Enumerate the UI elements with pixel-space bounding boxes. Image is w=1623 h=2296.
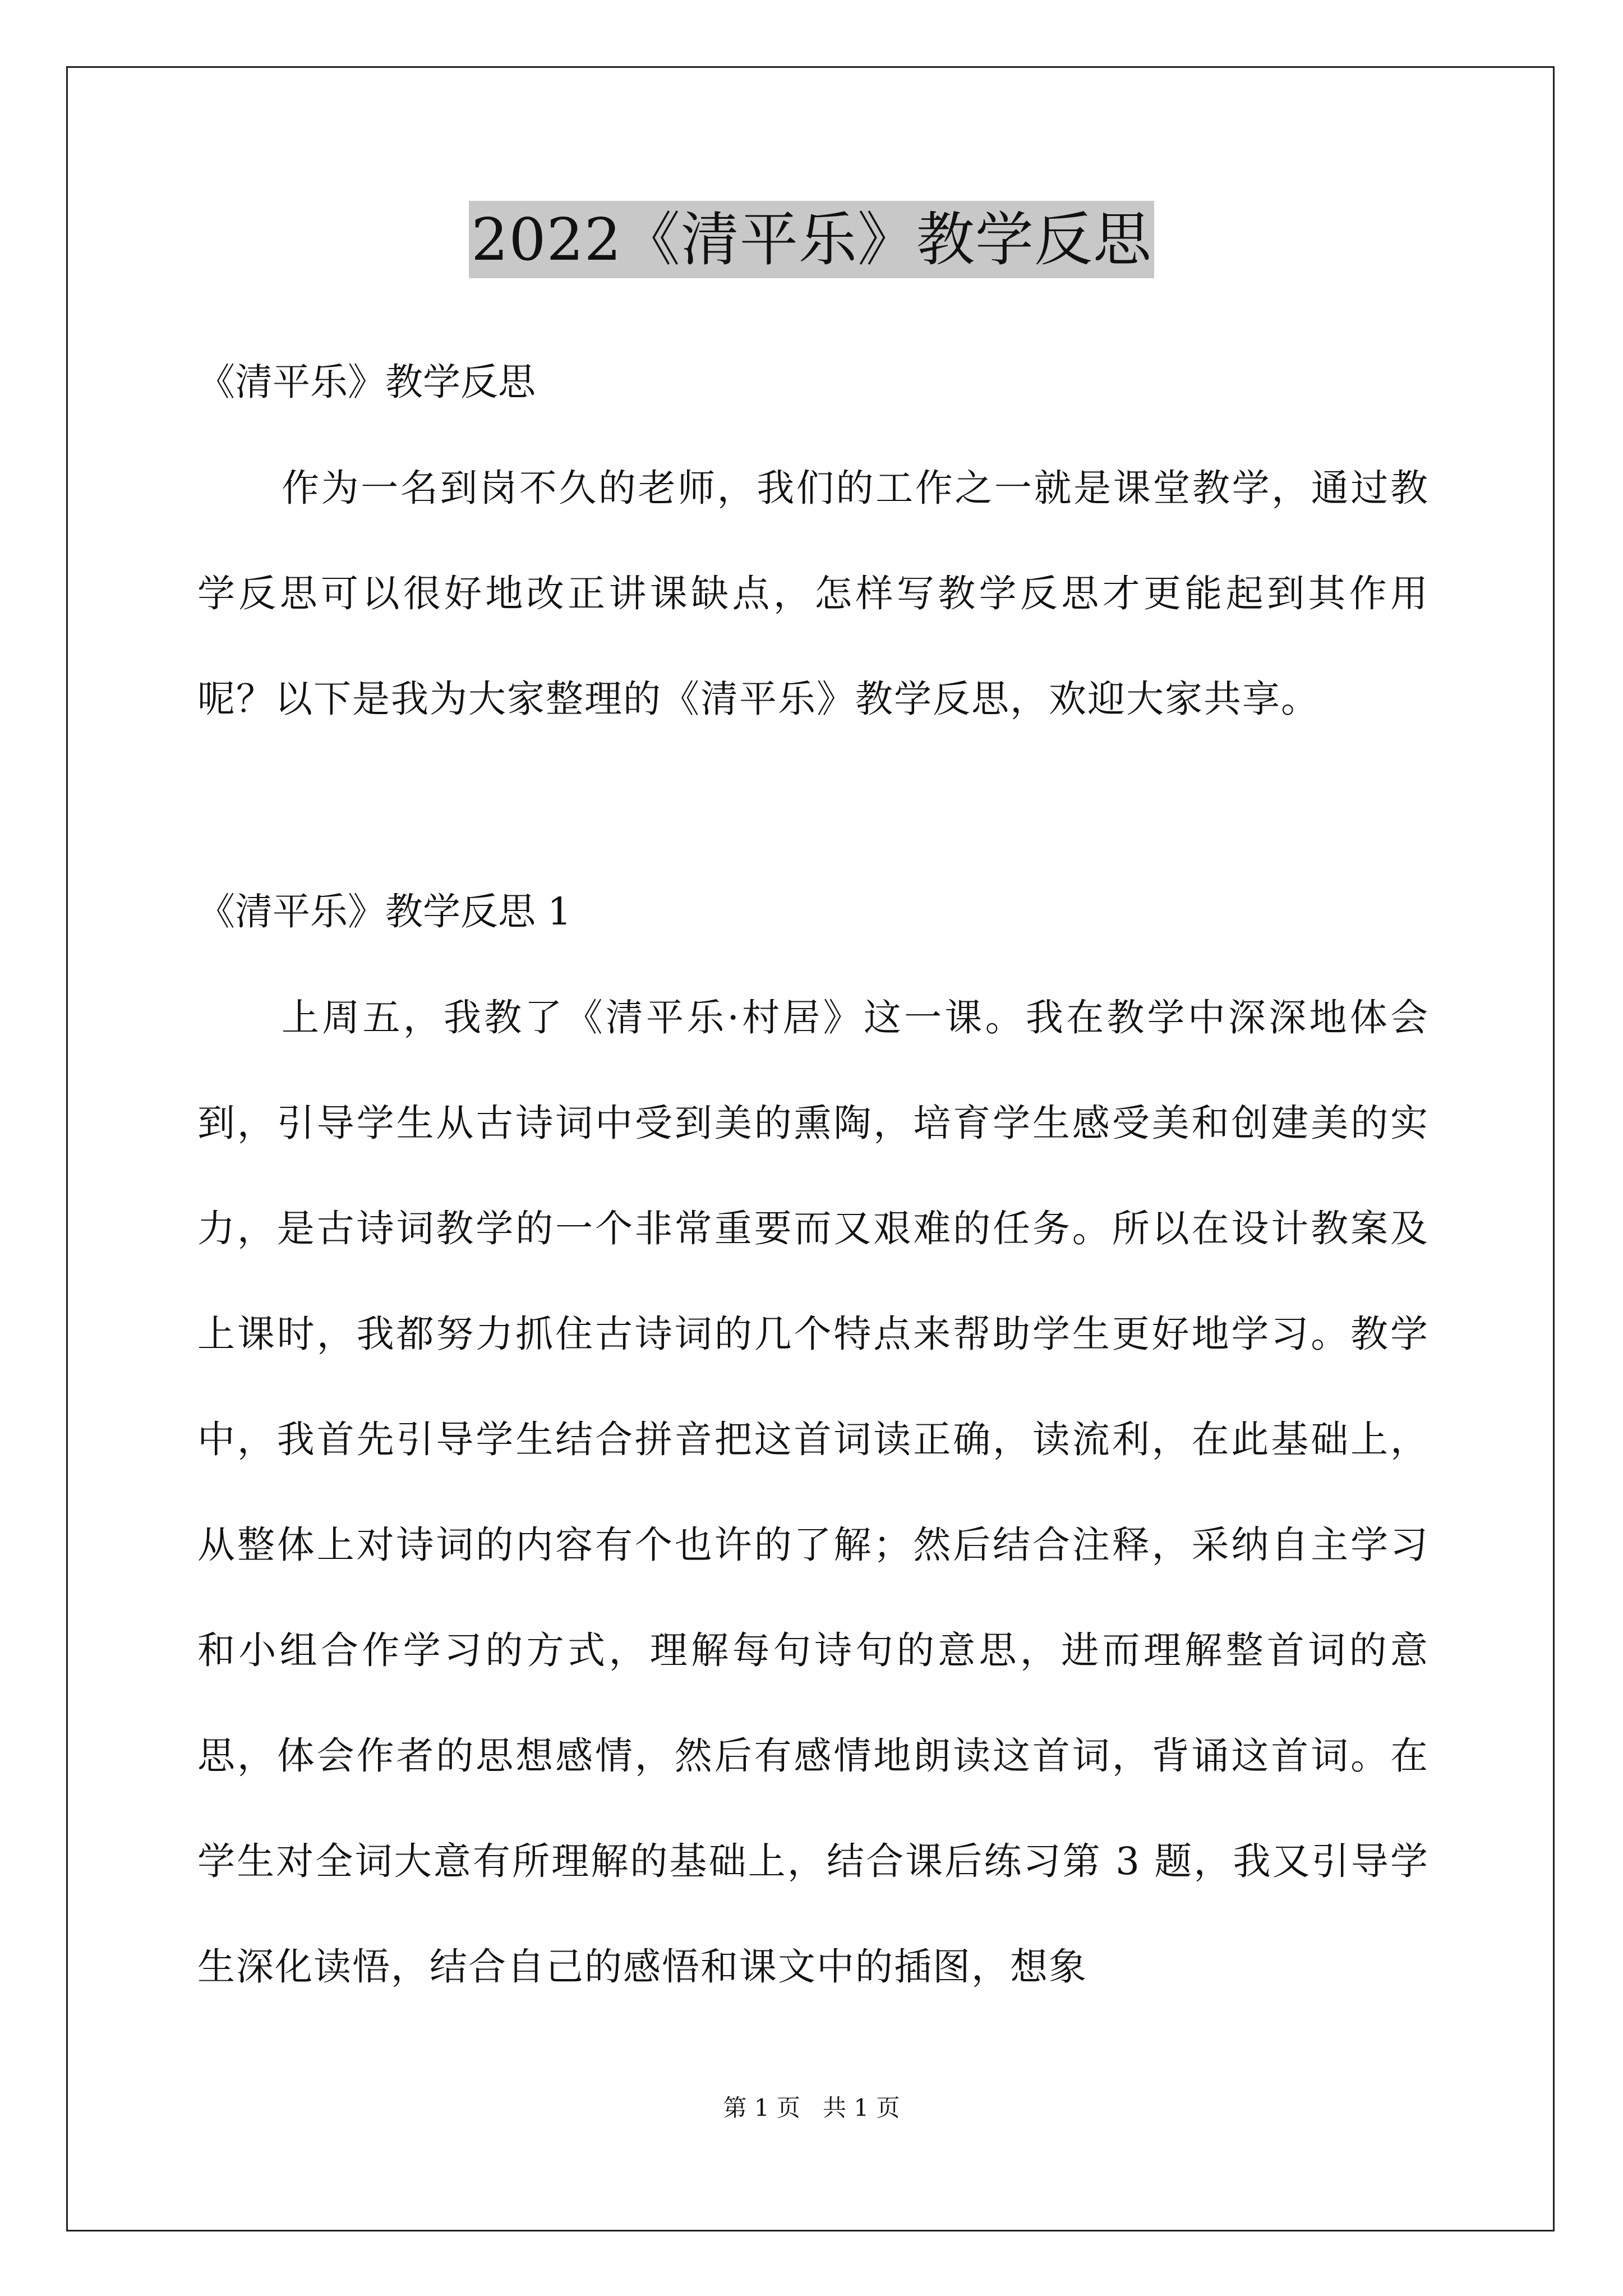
section-heading-intro: 《清平乐》教学反思 [197,360,536,404]
page-footer: 第 1 页 共 1 页 [723,2094,900,2122]
intro-paragraph: 作为一名到岗不久的老师，我们的工作之一就是课堂教学，通过教学反思可以很好地改正讲课缺点，怎样写教学反思才更能起到其作用呢？以下是我为大家整理的《清平乐》教学反思，欢迎大家共享。 [197,466,1429,721]
section-1-paragraph: 上周五，我教了《清平乐·村居》这一课。我在教学中深深地体会到，引导学生从古诗词中受到美的熏陶，培育学生感受美和创建美的实力，是古诗词教学的一个非常重要而又艰难的任务。所以在设计教案及上课时，我都努力抓住古诗词的几个特点来帮助学生更好地学习。教学中，我首先引导学生结合拼音把这首词读正确，读流利，在此基础上，从整体上对诗词的内容有个也许的了解；然后结合注释，采纳自主学习和小组合作学习的方式，理解每句诗句的意思，进而理解整首词的意思，体会作者的思想感情，然后有感情地朗读这首词，背诵这首词。在学生对全词大意有所理解的基础上，结合课后练习第 3 题，我又引导学生深化读悟，结合自己的感悟和课文中的插图，想象 [197,996,1429,1989]
document-title: 2022《清平乐》教学反思 [469,201,1154,278]
section-heading-1: 《清平乐》教学反思 1 [197,890,571,933]
title-container [0,201,1623,278]
